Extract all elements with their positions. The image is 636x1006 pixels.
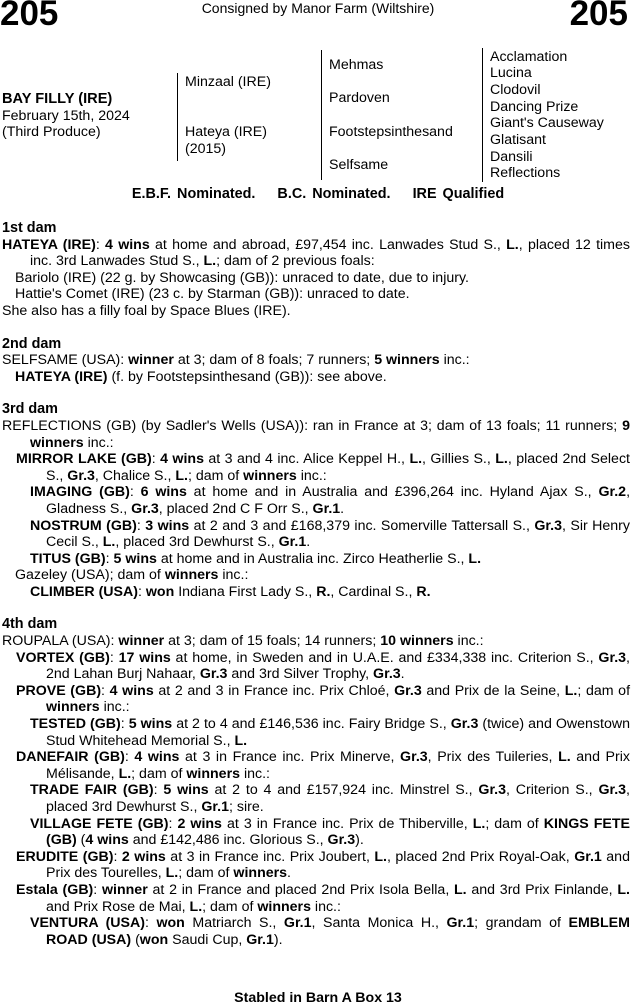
ire-qualified: IRE Qualified [412,186,505,202]
entry-tested: TESTED (GB): 5 wins at 2 to 4 and £146,536 inc. Fairy Bridge S., Gr.3 (twice) and Owenstown Stud Whitehead Memorial S., L. [30,716,630,749]
ancestor-6: Glatisant [490,132,546,148]
second-dam-produce-hateya: HATEYA (IRE) (f. by Footstepsinthesand (GB)): see above. [15,368,387,385]
dam-line [2,220,630,948]
ancestor-5: Giant's Causeway [490,115,604,131]
pedigree-bracket-3 [482,48,483,182]
ancestor-7: Dansili [490,149,533,165]
sire: Minzaal (IRE) [185,74,271,90]
entry-erudite: ERUDITE (GB): 2 wins at 3 in France inc. Prix Joubert, L., placed 2nd Prix Royal-Oak, Gr.1 and Prix des Tourelles, L.; dam of winners. [16,848,630,882]
section-heading-3rd-dam: 3rd dam [2,401,58,418]
entry-trade-fair: TRADE FAIR (GB): 5 wins at 2 to 4 and £157,924 inc. Minstrel S., Gr.3, Criterion S., Gr.3, placed 3rd Dewhurst S., Gr.1; sire. [30,782,630,815]
pedigree-bracket-1 [177,73,178,161]
entry-village-fete: VILLAGE FETE (GB): 2 wins at 3 in France inc. Prix de Thiberville, L.; dam of KINGS FETE (GB) (4 wins and £142,486 inc. Glorious S., Gr.3). [30,815,630,849]
bc-nomination: B.C. Nominated. [277,186,391,202]
entry-nostrum: NOSTRUM (GB): 3 wins at 2 and 3 and £168,379 inc. Somerville Tattersall S., Gr.3, Sir Henry Cecil S., L., placed 3rd Dewhurst S., Gr.1. [30,517,630,551]
produce-bariolo: Bariolo (IRE) (22 g. by Showcasing (GB)): unraced to date, due to injury. [15,269,469,286]
lot-number-left: 205 [0,0,59,33]
horse-name: BAY FILLY (IRE) [2,91,113,107]
entry-prove: PROVE (GB): 4 wins at 2 and 3 in France inc. Prix Chloé, Gr.3 and Prix de la Seine, L.; dam of winners inc.: [16,682,631,716]
dam: Hateya (IRE) [185,124,267,140]
fourth-dam-entry: ROUPALA (USA): winner at 3; dam of 15 foals; 14 runners; 10 winners inc.: [2,633,484,650]
dam-year: (2015) [185,141,227,157]
produce-note: (Third Produce) [2,124,101,140]
foaling-date: February 15th, 2024 [2,108,130,124]
consignor-line: Consigned by Manor Farm (Wiltshire) [201,0,435,16]
section-heading-1st-dam: 1st dam [2,220,57,236]
produce-filly-foal: She also has a filly foal by Space Blues (IRE). [2,302,291,319]
entry-vortex: VORTEX (GB): 17 wins at home, in Sweden and in U.A.E. and £334,338 inc. Criterion S., Gr.3, 2nd Lahan Burj Nahaar, Gr.3 and 3rd Silver Trophy, Gr.3. [16,649,630,683]
entry-mirror-lake: MIRROR LAKE (GB): 4 wins at 3 and 4 inc. Alice Keppel H., L., Gillies S., L., placed 2nd Select S., Gr.3, Chalice S., L.; dam of winners inc.: [16,451,630,484]
entry-imaging: IMAGING (GB): 6 wins at home and in Australia and £396,264 inc. Hyland Ajax S., Gr.2, Gladness S., Gr.3, placed 2nd C F Orr S., Gr.1. [30,484,631,517]
entry-ventura: VENTURA (USA): won Matriarch S., Gr.1, Santa Monica H., Gr.1; grandam of EMBLEM ROAD (USA) (won Saudi Cup, Gr.1). [30,915,630,948]
section-heading-4th-dam: 4th dam [2,616,58,633]
second-dam-name: Selfsame [329,157,389,173]
ebf-nomination: E.B.F. Nominated. [131,186,256,202]
grandsire: Mehmas [329,57,384,73]
entry-estala: Estala (GB): winner at 2 in France and placed 2nd Prix Isola Bella, L. and 3rd Prix Finlande, L. and Prix Rose de Mai, L.; dam of winners inc.: [16,881,630,915]
pedigree-bracket-2 [321,50,322,180]
stabling-info: Stabled in Barn A Box 13 [234,990,402,1006]
entry-titus: TITUS (GB): 5 wins at home and in Australia inc. Zirco Heatherlie S., L. [30,550,482,567]
ancestor-1: Acclamation [490,49,568,65]
ancestor-2: Lucina [490,65,532,81]
ancestor-3: Clodovil [490,82,541,98]
produce-hatties-comet: Hattie's Comet (IRE) (23 c. by Starman (GB)): unraced to date. [15,286,410,303]
lot-number-right: 205 [569,0,628,33]
nominations [0,186,636,202]
section-heading-2nd-dam: 2nd dam [2,335,62,352]
entry-danefair: DANEFAIR (GB): 4 wins at 3 in France inc. Prix Minerve, Gr.3, Prix des Tuileries, L. and Prix Mélisande, L.; dam of winners inc.: [16,749,630,782]
granddam-sire-side: Pardoven [329,90,390,106]
second-dam-entry: SELFSAME (USA): winner at 3; dam of 8 foals; 7 runners; 5 winners inc.: [2,352,470,369]
third-dam-entry: REFLECTIONS (GB) (by Sadler's Wells (USA)): ran in France at 3; dam of 13 foals; 11 runners; 9 winners inc.: [2,417,630,451]
first-dam-entry: HATEYA (IRE): 4 wins at home and abroad, £97,454 inc. Lanwades Stud S., L., placed 12 times inc. 3rd Lanwades Stud S., L.; dam of 2 previous foals: [2,236,630,270]
entry-climber: CLIMBER (USA): won Indiana First Lady S., R., Cardinal S., R. [30,583,431,600]
damsire: Footstepsinthesand [329,124,453,140]
ancestor-8: Reflections [490,165,561,181]
ancestor-4: Dancing Prize [490,99,579,115]
entry-gazeley: Gazeley (USA); dam of winners inc.: [15,567,249,584]
